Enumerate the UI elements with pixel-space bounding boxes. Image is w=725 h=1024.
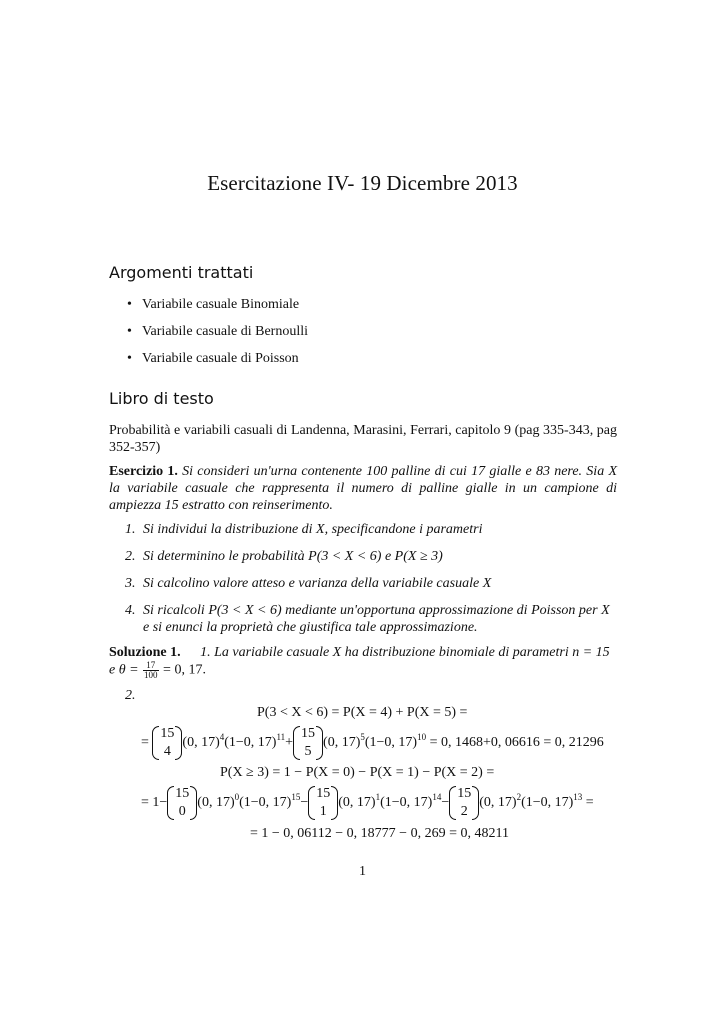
equation-line: = 1 − 0, 06112 − 0, 18777 − 0, 269 = 0, 48211 [250, 826, 509, 841]
fraction: $\frac{17}{100}$ [144, 660, 158, 680]
binomial-coefficient: 15 4 [152, 725, 182, 761]
exercise-item: 4. Si ricalcoli P(3 < X < 6) mediante un'opportuna approssimazione di Poisson per X e si enunci la proprietà che giustifica tale approssimazione. [125, 603, 610, 635]
list-item: • Variabile casuale Binomiale [127, 297, 300, 312]
bullet-icon: • [127, 351, 132, 366]
bullet-icon: • [127, 324, 132, 339]
exercise-item: 1. Si individui la distribuzione di X, specificandone i parametri [125, 522, 483, 537]
equation-line: = 15 4 (0, 17)$^4$(1−0, 17)$^{11}$+ 15 5 (0, 17)$^5$(1−0, 17)$^{10}$ = 0, 1468+0, 06616 = 0, 21296 [141, 726, 604, 759]
list-item: • Variabile casuale di Poisson [127, 351, 299, 366]
exercise-item: 3. Si calcolino valore atteso e varianza della variabile casuale X [125, 576, 492, 591]
section-heading-libro: Libro di testo [109, 389, 214, 408]
page-number: 1 [359, 864, 366, 879]
exercise-item: 2. Si determinino le probabilità P(3 < X < 6) e P(X ≥ 3) [125, 549, 443, 564]
textbook-reference: Probabilità e variabili casuali di Landenna, Marasini, Ferrari, capitolo 9 (pag 335-343, pag 352-357) [109, 423, 617, 455]
equation-line: P(3 < X < 6) = P(X = 4) + P(X = 5) = [257, 705, 468, 720]
binomial-coefficient: 15 0 [167, 785, 197, 821]
exercise-text: Si consideri un'urna contenente 100 palline di cui 17 gialle e 83 nere. Sia X la variabile casuale che rappresenta il numero di palline gialle in un campione di ampiezza 15 estratto con reinserimento. [109, 464, 617, 513]
exercise-statement [109, 463, 617, 514]
binomial-coefficient: 15 5 [293, 725, 323, 761]
solution-item-number: 2. [125, 688, 136, 703]
solution-label: Soluzione 1. [109, 645, 181, 660]
binomial-coefficient: 15 2 [449, 785, 479, 821]
equation-line: P(X ≥ 3) = 1 − P(X = 0) − P(X = 1) − P(X = 2) = [220, 765, 495, 780]
topics-list [127, 296, 308, 377]
document-title: Esercitazione IV- 19 Dicembre 2013 [207, 171, 518, 195]
equation-line: = 1− 15 0 (0, 17)$^0$(1−0, 17)$^{15}$− 15 1 (0, 17)$^1$(1−0, 17)$^{14}$− 15 2 (0, 17)$^2$(1−0, 17)$^{13}$ = [141, 786, 594, 819]
section-heading-argomenti: Argomenti trattati [109, 263, 254, 282]
bullet-icon: • [127, 297, 132, 312]
solution-block: Soluzione 1. 1. La variabile casuale X ha distribuzione binomiale di parametri n = 15 e θ = $\frac{17}{100}$ = 0, 17. [109, 645, 610, 680]
list-item: • Variabile casuale di Bernoulli [127, 324, 308, 339]
exercise-label: Esercizio 1. [109, 464, 178, 479]
binomial-coefficient: 15 1 [308, 785, 338, 821]
